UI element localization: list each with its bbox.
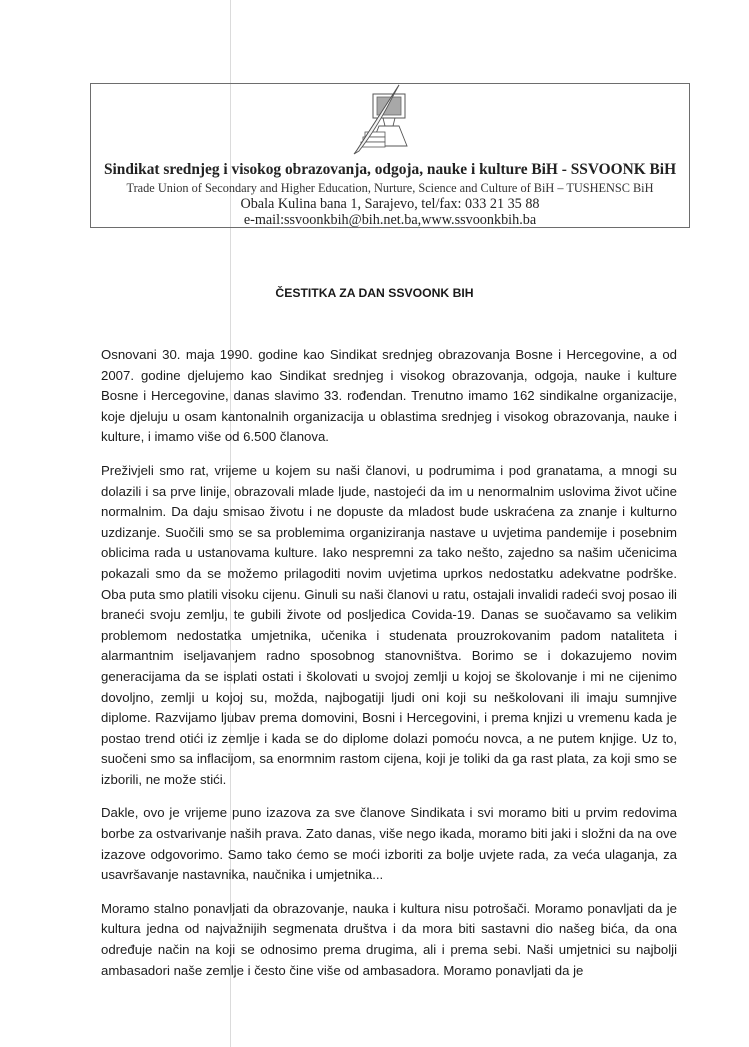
document-body [101, 345, 677, 994]
paragraph-history: Preživjeli smo rat, vrijeme u kojem su naši članovi, u podrumima i pod granatama, a mnogi su dolazili i sa prve linije, obrazovali mlade ljude, nastojeći da im u nenormalnim uslovima život učine normalnim. Da daju smisao životu i ne dopuste da mladost bude uskraćena za znanje i kulturno uzdizanje. Suočili smo se sa problemima organiziranja nastave u uvjetima pandemije i posebnim oblicima rada u ustanovama kulture. Iako nespremni za tako nešto, zajedno sa našim učenicima pokazali smo da se možemo prilagoditi novim uvjetima uprkos nedostatku adekvatne podrške. Oba puta smo platili visoku cijenu. Ginuli su naši članovi u ratu, ostajali invalidi radeći svoj posao ili braneći svoju zemlju, te gubili živote od posljedica Covida-19. Danas se suočavamo sa velikim problemom nedostatka umjetnika, učenika i studenata prouzrokovanim padom nataliteta i alarmantnim iseljavanjem radno sposobnog stanovništva. Borimo se i dokazujemo novim generacijama da se isplati ostati i školovati u svojoj zemlji u kojoj se školovanje i mi ne cijenimo dovoljno, zemlji u kojoj su, možda, najbogatiji ljudi oni koji su neškolovani ili imaju sumnjive diplome. Razvijamo ljubav prema domovini, Bosni i Hercegovini, i prema knjizi u vremenu kada je postao trend otići iz zemlje i kada se do diplome dolazi pomoću novca, a ne putem knjige. Uz to, suočeni smo sa inflacijom, sa enormnim rastom cijena, koji je toliki da ga rast plata, za koji smo se izborili, ne može stići. [101, 462, 677, 787]
organization-address: Obala Kulina bana 1, Sarajevo, tel/fax: 033 21 35 88 [240, 196, 540, 212]
computer-quill-books-logo-icon [337, 84, 419, 158]
paragraph-culture: Moramo stalno ponavljati da obrazovanje, nauka i kultura nisu potrošači. Moramo ponavljati da je kultura jedna od najvažnijih segmenata društva i da mora biti sastavni dio našeg bića, da ona određuje način na koji se odnosimo prema drugima, ali i prema sebi. Naši umjetnici su najbolji ambasadori naše zemlje i često čine više od ambasadora. Moramo ponavljati da je [101, 900, 677, 978]
document-title: ČESTITKA ZA DAN SSVOONK BIH [275, 286, 474, 300]
paragraph-challenges: Dakle, ovo je vrijeme puno izazova za sve članove Sindikata i svi moramo biti u prvim redovima borbe za ostvarivanje naših prava. Zato danas, više nego ikada, moramo biti jaki i složni da na ove izazove odgovorimo. Samo tako ćemo se moći izboriti za bolje uvjete rada, za veća ulaganja, za usavršavanje nastavnika, naučnika i umjetnika... [101, 805, 677, 883]
organization-name-english: Trade Union of Secondary and Higher Education, Nurture, Science and Culture of BiH – TUSHENSC BiH [126, 181, 654, 195]
paragraph-founding: Osnovani 30. maja 1990. godine kao Sindikat srednjeg obrazovanja Bosne i Hercegovine, a od 2007. godine djelujemo kao Sindikat srednjeg i visokog obrazovanja, odgoja, nauke i kulture Bosne i Hercegovine, danas slavimo 33. rođendan. Trenutno imamo 162 sindikalne organizacije, koje djeluju u osam kantonalnih organizacija u oblastima srednjeg i visokog obrazovanja, nauke i kulture, i imamo više od 6.500 članova. [101, 347, 677, 445]
organization-name: Sindikat srednjeg i visokog obrazovanja, odgoja, nauke i kulture BiH - SSVOONK BiH [103, 161, 677, 178]
organization-contact: e-mail:ssvoonkbih@bih.net.ba,www.ssvoonkbih.ba [243, 212, 537, 228]
letterhead-box [90, 83, 690, 228]
